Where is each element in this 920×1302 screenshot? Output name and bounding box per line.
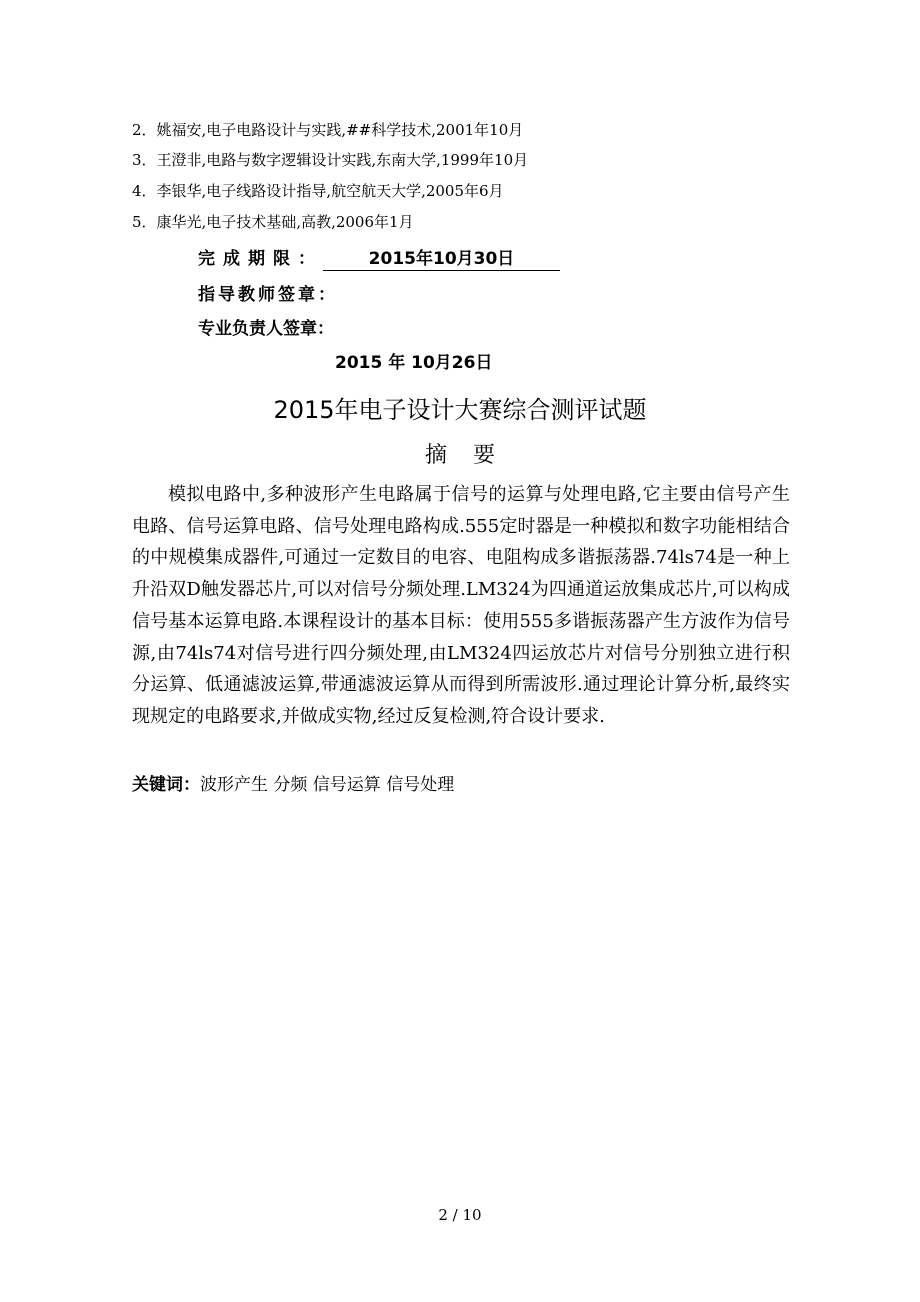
keywords-value: 波形产生 分频 信号运算 信号处理: [200, 775, 455, 795]
head-signature-label: 专业负责人签章：: [198, 319, 334, 339]
advisor-signature-label: 指导教师签章：: [198, 285, 338, 305]
deadline-value: 2015年10月30日: [323, 249, 560, 271]
abstract-heading: 摘要: [424, 443, 521, 468]
document-title: 2015年电子设计大赛综合测评试题: [273, 396, 647, 424]
keywords-row: [132, 770, 454, 795]
page-number: 2 / 10: [438, 1206, 482, 1224]
reference-item-3: 3．王澄非,电路与数字逻辑设计实践,东南大学,1999年10月: [132, 151, 529, 169]
keywords-label: 关键词：: [132, 775, 200, 795]
reference-item-4: 4．李银华,电子线路设计指导,航空航天大学,2005年6月: [132, 182, 504, 200]
reference-item-5: 5．康华光,电子技术基础,高教,2006年1月: [132, 213, 414, 231]
reference-item-2: 2．姚福安,电子电路设计与实践,##科学技术,2001年10月: [132, 121, 524, 139]
abstract-body: 模拟电路中,多种波形产生电路属于信号的运算与处理电路,它主要由信号产生电路、信号运算电路、信号处理电路构成.555定时器是一种模拟和数字功能相结合的中规模集成器件,可通过一定数目的电容、电阻构成多谐振荡器.74ls74是一种上升沿双D触发器芯片,可以对信号分频处理.LM324为四通道运放集成芯片,可以构成信号基本运算电路.本课程设计的基本目标：使用555多谐振荡器产生方波作为信号源,由74ls74对信号进行四分频处理,由LM324四运放芯片对信号分别独立进行积分运算、低通滤波运算,带通滤波运算从而得到所需波形.通过理论计算分析,最终实现规定的电路要求,并做成实物,经过反复检测,符合设计要求.: [132, 484, 790, 727]
issue-date: 2015 年 10月26日: [335, 353, 493, 373]
deadline-label: 完成期限：: [198, 249, 323, 269]
deadline-row: [198, 244, 560, 271]
